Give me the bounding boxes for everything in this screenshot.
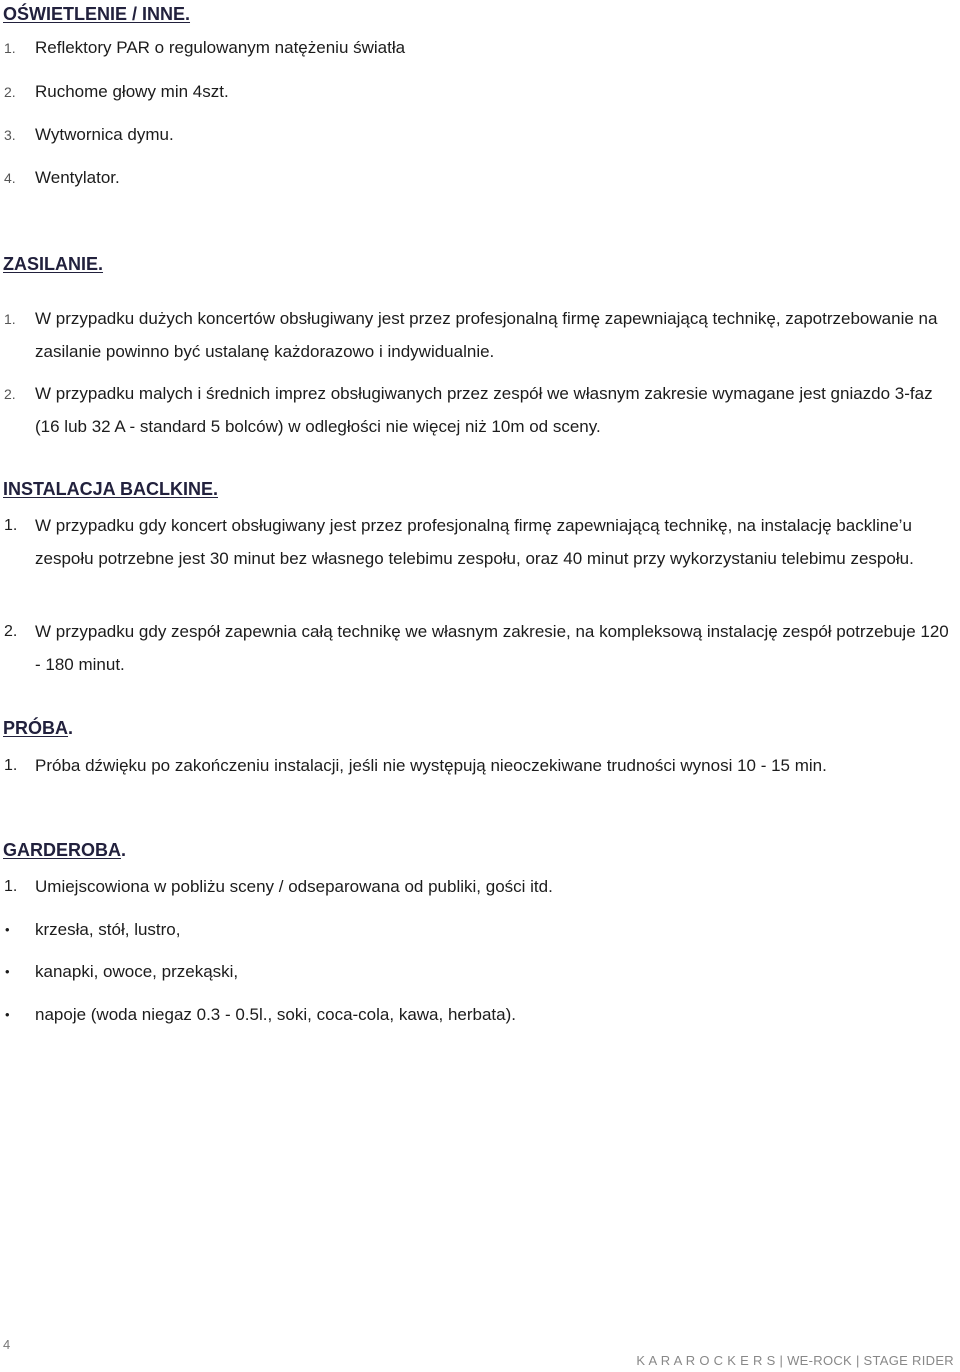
list-number: 1. bbox=[4, 40, 16, 56]
list-number: 4. bbox=[4, 170, 16, 186]
section-heading-oswietlenie bbox=[3, 4, 190, 25]
bullet-text: napoje (woda niegaz 0.3 - 0.5l., soki, coca-cola, kawa, herbata). bbox=[35, 1005, 516, 1024]
section-heading-instalacja bbox=[3, 479, 218, 500]
bullet-text: krzesła, stół, lustro, bbox=[35, 920, 181, 939]
heading-text: OŚWIETLENIE / INNE. bbox=[3, 4, 191, 24]
bullet-icon: • bbox=[5, 964, 10, 979]
list-number: 2. bbox=[4, 623, 18, 640]
list-text: W przypadku dużych koncertów obsługiwany jest przez profesjonalną firmę zapewniającą technikę, zapotrzebowanie na zasilanie powinno być ustalanę każdorazowo i indywidualnie. bbox=[35, 309, 938, 361]
list-text: Wytwornica dymu. bbox=[35, 125, 174, 144]
list-text: Umiejscowiona w pobliżu sceny / odseparowana od publiki, gości itd. bbox=[35, 877, 553, 896]
list-number: 1. bbox=[4, 757, 18, 774]
list-number: 1. bbox=[4, 311, 16, 327]
page-number: 4 bbox=[3, 1337, 11, 1352]
section-heading-garderoba bbox=[3, 840, 126, 861]
list-text: Ruchome głowy min 4szt. bbox=[35, 82, 229, 101]
heading-text: ZASILANIE. bbox=[3, 254, 104, 274]
bullet-icon: • bbox=[5, 1007, 10, 1022]
heading-text: GARDEROBA bbox=[3, 840, 122, 860]
list-text: Wentylator. bbox=[35, 168, 120, 187]
heading-suffix: . bbox=[121, 840, 127, 860]
footer-title: K A R A R O C K E R S | WE-ROCK | STAGE RIDER bbox=[636, 1353, 954, 1368]
list-text: W przypadku gdy zespół zapewnia całą technikę we własnym zakresie, na kompleksową instalację zespół potrzebuje 120 - 180 minut. bbox=[35, 622, 949, 674]
list-number: 3. bbox=[4, 127, 16, 143]
list-text: Próba dźwięku po zakończeniu instalacji, jeśli nie występują nieoczekiwane trudności wynosi 10 - 15 min. bbox=[35, 756, 827, 775]
heading-text: INSTALACJA BACLKINE. bbox=[3, 479, 218, 499]
list-number: 2. bbox=[4, 84, 16, 100]
section-heading-zasilanie bbox=[3, 254, 103, 275]
bullet-icon: • bbox=[5, 922, 10, 937]
list-number: 1. bbox=[4, 878, 18, 895]
bullet-text: kanapki, owoce, przekąski, bbox=[35, 962, 239, 981]
list-number: 1. bbox=[4, 517, 18, 534]
section-heading-proba bbox=[3, 718, 73, 739]
list-text: W przypadku malych i średnich imprez obsługiwanych przez zespół we własnym zakresie wymagane jest gniazdo 3-faz (16 lub 32 A - standard 5 bolców) w odległości nie więcej niż 10m od sceny. bbox=[35, 384, 933, 436]
heading-suffix: . bbox=[68, 718, 74, 738]
heading-text: PRÓBA bbox=[3, 718, 69, 738]
list-text: W przypadku gdy koncert obsługiwany jest przez profesjonalną firmę zapewniającą technikę, na instalację backline’u zespołu potrzebne jest 30 minut bez własnego telebimu zespołu, oraz 40 minut przy wykorzystaniu telebimu zespołu. bbox=[35, 516, 914, 568]
list-number: 2. bbox=[4, 386, 16, 402]
list-text: Reflektory PAR o regulowanym natężeniu światła bbox=[35, 38, 406, 57]
